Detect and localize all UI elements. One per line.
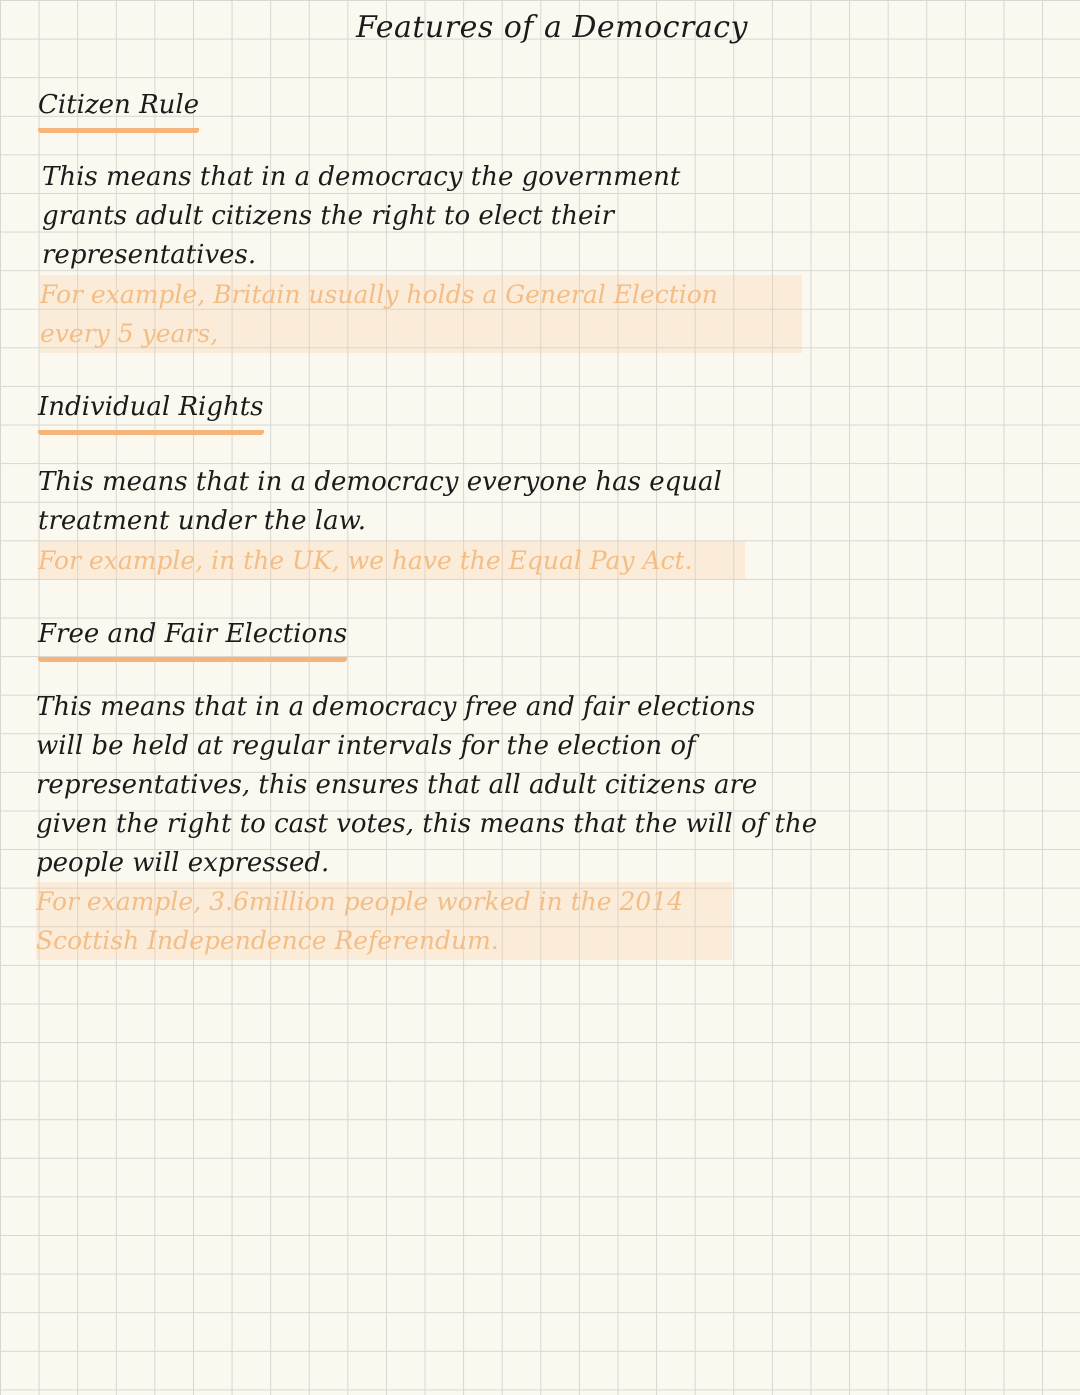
example-line: For example, Britain usually holds a General Election: [40, 280, 718, 309]
body-line: This means that in a democracy everyone has equal: [38, 467, 722, 497]
example-line: For example, in the UK, we have the Equal Pay Act.: [38, 546, 693, 575]
body-line: This means that in a democracy the government: [42, 162, 681, 192]
heading-individual-rights: Individual Rights: [38, 390, 264, 435]
body-line: representatives.: [42, 240, 257, 270]
body-line: given the right to cast votes, this means that the will of the: [36, 809, 818, 839]
example-line: Scottish Independence Referendum.: [36, 926, 499, 955]
body-line: will be held at regular intervals for the election of: [36, 731, 696, 761]
body-citizen-rule: [42, 158, 680, 275]
example-citizen-rule: [40, 275, 802, 353]
example-free-fair-elections: [36, 882, 732, 960]
heading-citizen-rule: Citizen Rule: [38, 88, 199, 133]
body-line: This means that in a democracy free and fair elections: [36, 692, 756, 722]
page-title: Features of a Democracy: [356, 10, 748, 45]
body-free-fair-elections: [36, 688, 817, 883]
heading-free-fair-elections: Free and Fair Elections: [38, 617, 347, 662]
body-line: representatives, this ensures that all adult citizens are: [36, 770, 758, 800]
body-line: grants adult citizens the right to elect their: [42, 201, 615, 231]
example-line: For example, 3.6million people worked in the 2014: [36, 887, 684, 916]
example-line: every 5 years,: [40, 319, 219, 348]
body-line: treatment under the law.: [38, 506, 367, 536]
body-line: people will expressed.: [36, 848, 330, 878]
example-individual-rights: [38, 541, 745, 580]
body-individual-rights: [38, 463, 722, 541]
